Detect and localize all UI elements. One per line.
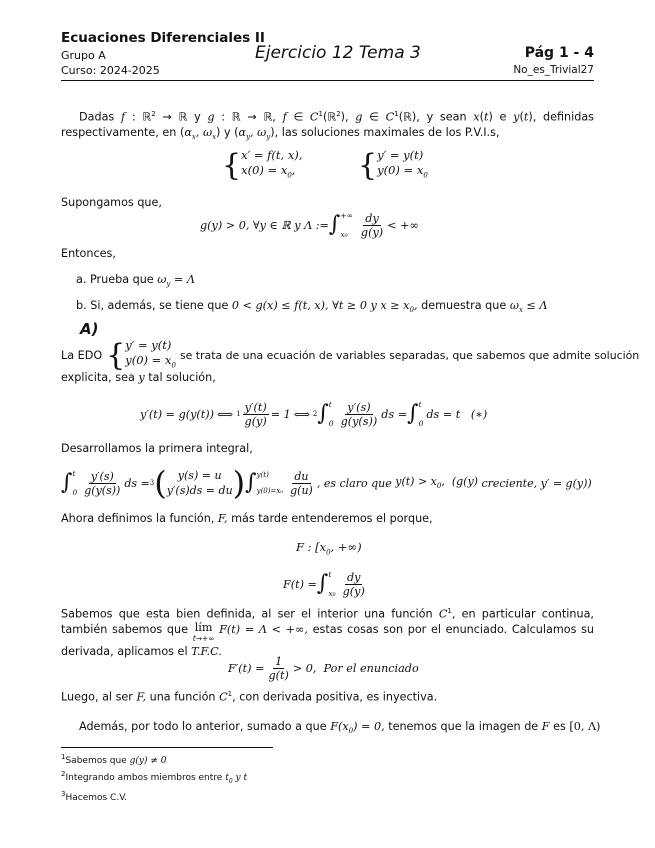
item-a-label: a. bbox=[76, 273, 87, 286]
develop-text: Desarrollamos la primera integral, bbox=[61, 442, 253, 455]
edo-line-2: explicita, sea y tal solución, bbox=[61, 371, 216, 384]
edo-pre: La EDO bbox=[61, 349, 103, 363]
group-label: Grupo A bbox=[61, 49, 106, 62]
footnote-mark: 2 bbox=[61, 769, 66, 778]
wd-1: Sabemos que esta bien definida, al ser el interior una función bbox=[61, 607, 433, 621]
inj-2: una función bbox=[149, 690, 216, 704]
footnote-rule bbox=[61, 747, 273, 748]
footnote-text: Integrando ambos miembros entre bbox=[65, 772, 223, 783]
f-definition: F(t) = ∫ t x₀ $\frac{dy}{g(y)}$ bbox=[283, 570, 365, 598]
final-line: Además, por todo lo anterior, sumado a que $F(x_0) = 0$, tenemos que la imagen de F es [0, Λ) bbox=[79, 720, 601, 736]
statement-paragraph: Dadas f : ℝ$^2$ → ℝ y g : ℝ → ℝ, f ∈ $C^1(ℝ^2)$, g ∈ $C^1(ℝ)$, y sean x(t) e y(t), definidas respectivamente, en ($\alpha_x$, $\omega_x$) y ($\alpha_y$, $\omega_y$), las soluciones maximales de los P.V.I.s, bbox=[61, 110, 595, 142]
lambda-definition: g(y) > 0, ∀y ∈ ℝ y Λ := ∫ +∞ x₀ $\frac{dy}{g(y)}$ < +∞ bbox=[200, 211, 419, 239]
well-defined-paragraph: Sabemos que esta bien definida, al ser el interior una función $C^1$, en particular continua, también sabemos que lím t→+∞ F(t) = Λ < +∞, estas cosas son por el enunciado. Calculamos su derivada, aplicamos el T.F.C. bbox=[61, 607, 595, 659]
section-heading-a: A) bbox=[80, 320, 99, 338]
item-a: a. Prueba que $\omega_y = \Lambda$ bbox=[76, 273, 195, 289]
clear-text: es claro que bbox=[323, 476, 392, 490]
footnote-2: $^2$Integrando ambos miembros entre $t_0$ y t bbox=[61, 769, 248, 785]
define-text: Ahora definimos la función, F, más tarde entenderemos el porque, bbox=[61, 512, 433, 525]
suppose-text: Supongamos que, bbox=[61, 196, 162, 209]
header bbox=[61, 30, 594, 80]
exercise-title: Ejercicio 12 Tema 3 bbox=[255, 43, 421, 63]
footnote-mark: 1 bbox=[61, 753, 66, 761]
tfc-text: T.F.C. bbox=[191, 645, 222, 659]
course-title: Ecuaciones Diferenciales II bbox=[61, 30, 265, 46]
then-text: Entonces, bbox=[61, 247, 116, 260]
define-a: Ahora definimos la función, bbox=[61, 512, 215, 525]
edo-line2-b: tal solución, bbox=[148, 371, 216, 384]
footnote-text: Sabemos que bbox=[65, 756, 127, 766]
item-a-text: Prueba que bbox=[89, 273, 154, 286]
intro-text-1: Dadas bbox=[79, 110, 115, 124]
wd-3: sabemos que bbox=[112, 623, 189, 637]
footnote-3 bbox=[61, 788, 247, 805]
pvi-system-x: { x′ = f(t, x), $x(0) = x_0$, bbox=[222, 147, 303, 183]
intro-text-2: y sean bbox=[426, 110, 467, 124]
pvi-system-y: { y′ = y(t) $y(0) = x_0$ bbox=[358, 147, 428, 183]
item-b-text-2: demuestra que bbox=[421, 299, 507, 312]
inj-3: con derivada positiva, es inyectiva. bbox=[239, 690, 438, 704]
final-3: es bbox=[553, 720, 566, 733]
separation-equation: y′(t) = g(y(t)) ⟺ 1 $\frac{y'(t)}{g(y)}$ = 1 ⟺ 2 ∫ t 0 $\frac{y'(s)}{g(y(s))}$ ds = ∫ t 0 ds = t (∗) bbox=[140, 400, 488, 428]
item-b-text-1: Si, además, se tiene que bbox=[90, 299, 229, 312]
final-1: Además, por todo lo anterior, sumado a que bbox=[79, 720, 327, 733]
year-label: Curso: 2024-2025 bbox=[61, 64, 160, 77]
footnote-mark: 3 bbox=[61, 789, 66, 798]
footnote-text: Hacemos C.V. bbox=[65, 792, 128, 803]
by-statement-text: Por el enunciado bbox=[323, 661, 419, 675]
edo-line: La EDO { y′ = y(t) $y(0) = x_0$ se trata de una ecuación de variables separadas, que sabemos que admite solución bbox=[61, 337, 640, 373]
wd-2: en particular continua, también bbox=[61, 607, 594, 637]
author-label: No_es_Trivial27 bbox=[513, 64, 594, 76]
define-b: más tarde entenderemos el porque, bbox=[231, 512, 433, 525]
injective-line: Luego, al ser F, una función $C^1$, con derivada positiva, es inyectiva. bbox=[61, 690, 438, 704]
f-domain: F : [$x_0$, +∞) bbox=[296, 540, 362, 557]
edo-line2-a: explicita, sea bbox=[61, 371, 135, 384]
header-rule bbox=[61, 80, 594, 81]
item-b: b. Si, además, se tiene que 0 < g(x) ≤ f(t, x), ∀t ≥ 0 y $x \ge x_0$, demuestra que $\omega_x \le \Lambda$ bbox=[76, 299, 548, 315]
final-2: tenemos que la imagen de bbox=[388, 720, 539, 733]
page-number: Pág 1 - 4 bbox=[524, 45, 594, 61]
inj-1: Luego, al ser bbox=[61, 690, 133, 704]
wd-4: estas cosas son por el enunciado. Calculamos su derivada, bbox=[61, 623, 595, 659]
intro-text-3: definidas respectivamente, en bbox=[61, 110, 595, 140]
wd-5: aplicamos el bbox=[117, 645, 188, 659]
derivative-equation: F′(t) = $\frac{1}{g(t)}$ > 0, Por el enunciado bbox=[228, 654, 419, 682]
change-of-variable-equation: ∫ t 0 $\frac{y'(s)}{g(y(s))}$ ds = 3 ( y(s) = u y′(s)ds = du ) ∫ y(t) y(0)=x₀ $\frac{du}{g(u)}$ , es claro que $y(t) > x_0$, (g(y) creciente, y′ = g(y)) bbox=[61, 464, 592, 502]
intro-text-4: las soluciones maximales de los P.V.I.s, bbox=[281, 126, 500, 140]
footnote-1: $^1$Sabemos que g(y) ≠ 0 bbox=[61, 753, 167, 766]
footnotes bbox=[61, 751, 247, 804]
growing-text: creciente, bbox=[481, 476, 538, 490]
edo-post: se trata de una ecuación de variables separadas, que sabemos que admite solución bbox=[179, 349, 640, 363]
item-b-label: b. bbox=[76, 299, 87, 312]
